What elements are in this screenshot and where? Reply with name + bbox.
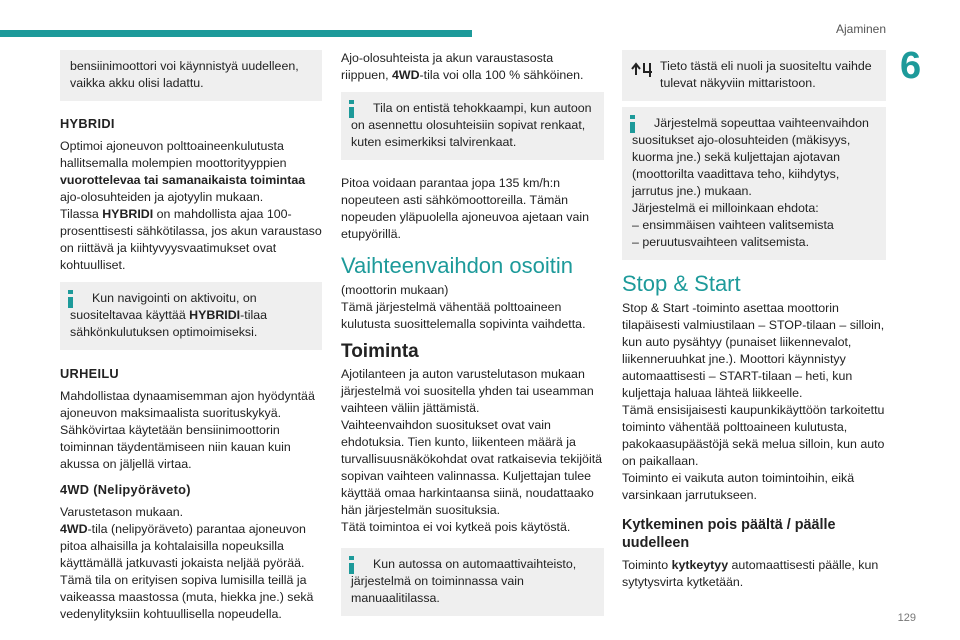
- operation-paragraph-2: Vaihteenvaihdon suositukset ovat vain ehdotuksia. Tien kunto, liikenteen määrä ja turvallisuusnäkökohdat ovat ratkaisevia tekijöitä sopivan vaihteen valinnassa. Kuljettajan tulee käyttää omaa harkintaansa siinä, noudattaako hän järjestelmän suosituksia.: [341, 418, 603, 517]
- operation-heading: Toiminta: [341, 341, 419, 362]
- info-note-adapt: [622, 107, 886, 260]
- switch-heading: Kytkeminen pois päältä / päälle uudelleen: [622, 517, 836, 551]
- note-continued: [60, 50, 322, 101]
- awd-paragraph-1: Varustetason mukaan.: [60, 505, 184, 519]
- note-continued-text: bensiinimoottori voi käynnistyä uudelleen, vaikka akku olisi ladattu.: [70, 59, 299, 90]
- switch-paragraph: Toiminto kytkeytyy automaattisesti päälle, kun sytytysvirta kytketään.: [622, 558, 879, 589]
- column-1: [60, 50, 322, 631]
- info-icon: [349, 100, 354, 118]
- info-note-adapt-text: Järjestelmä sopeuttaa vaihteenvaihdon suositukset ajo-olosuhteiden (mäkisyys, kuorma jne.) sekä kuljettajan ajotavan (moottorilta vaadittava teho, kiihdytys, jarrutus jne.) mukaan.: [632, 116, 869, 198]
- sport-paragraph: Mahdollistaa dynaamisemman ajon hyödyntää ajoneuvon maksimaalista suorituskykyä. Sähkövirtaa käytetään bensiinimoottorin toiminnan täydentämiseen niin kauan kuin akussa on jäljellä virtaa.: [60, 389, 315, 471]
- stop-start-heading: Stop & Start: [622, 271, 741, 296]
- chapter-number: 6: [900, 45, 922, 87]
- gear-indicator-paragraph: Tämä järjestelmä vähentää polttoaineen kulutusta suosittelemalla sopivinta vaihdetta.: [341, 300, 586, 331]
- page-number: 129: [897, 612, 916, 624]
- gear-indicator-heading: Vaihteenvaihdon osoitin: [341, 253, 573, 278]
- hybrid-heading: HYBRIDI: [60, 116, 115, 131]
- operation-paragraph-1: Ajotilanteen ja auton varustelutason mukaan järjestelmä voi suositella yhden tai useamman vaihteen väliin jättämistä.: [341, 367, 594, 415]
- awd-electric-paragraph: Ajo-olosuhteista ja akun varaustasosta riippuen, 4WD-tila voi olla 100 % sähköinen.: [341, 51, 584, 82]
- info-note-tyres: [341, 92, 604, 160]
- column-2: [341, 50, 604, 631]
- info-note-automatic-text: Kun autossa on automaattivaihteisto, järjestelmä on toiminnassa vain manuaalitilassa.: [351, 557, 577, 605]
- list-item: – peruutusvaihteen valitsemista.: [632, 235, 810, 249]
- info-note-automatic: [341, 548, 604, 616]
- stop-start-paragraph-1: Stop & Start -toiminto asettaa moottorin tilapäisesti valmiustilaan – STOP-tilaan – silloin, kun auto pysähtyy (punaiset liikennevalot, liikenneruuhkat jne.). Moottori käynnistyy automaattisesti – START-tilaan – heti, kun kuljettaja haluaa lähteä liikkeelle.: [622, 301, 885, 400]
- sport-heading: URHEILU: [60, 366, 119, 381]
- info-icon: [630, 115, 635, 133]
- info-note-tyres-text: Tila on entistä tehokkaampi, kun autoon on asennettu olosuhteisiin sopivat renkaat, kuten esimerkiksi talvirenkaat.: [351, 101, 592, 149]
- info-note-hybrid: [60, 282, 322, 350]
- header-accent-bar: [0, 30, 472, 37]
- list-item: – ensimmäisen vaihteen valitsemista: [632, 218, 834, 232]
- hybrid-paragraph-2: Tilassa HYBRIDI on mahdollista ajaa 100-prosenttisesti sähkötilassa, jos akun varaustaso on riittävä ja kiihtyvyysvaatimukset ovat kohtuulliset.: [60, 207, 322, 272]
- info-icon: [349, 556, 354, 574]
- awd-paragraph-2: 4WD-tila (nelipyöräveto) parantaa ajoneuvon pitoa alhaisilla ja kohtalaisilla nopeuksilla käyttämällä jatkuvasti jokaista neljää pyörää. Tämä tila on erityisen sopiva lumisilla teillä ja vaikeassa maastossa (muta, hiekka jne.) sekä vedenylityksiin kohtuullisella nopeudella.: [60, 522, 314, 621]
- info-icon: [68, 290, 73, 308]
- column-3: [622, 50, 886, 599]
- info-note-hybrid-text: Kun navigointi on aktivoitu, on suositeltavaa käyttää HYBRIDI-tilaa sähkönkulutuksen optimoimiseksi.: [70, 291, 267, 339]
- hybrid-paragraph-1: Optimoi ajoneuvon polttoaineenkulutusta hallitsemalla molempien moottorityyppien vuorottelevaa tai samanaikaista toimintaa ajo-olosuhteiden ja ajotyylin mukaan.: [60, 139, 306, 204]
- gear-icon-note-text: Tieto tästä eli nuoli ja suositeltu vaihde tulevat näkyviin mittaristoon.: [660, 59, 872, 90]
- gear-indicator-note: (moottorin mukaan): [341, 283, 449, 297]
- stop-start-paragraph-3: Toiminto ei vaikuta auton toimintoihin, eikä varsinkaan jarrutukseen.: [622, 471, 855, 502]
- section-title: Ajaminen: [835, 22, 886, 36]
- operation-paragraph-3: Tätä toimintoa ei voi kytkeä pois käytöstä.: [341, 520, 571, 534]
- stop-start-paragraph-2: Tämä ensisijaisesti kaupunkikäyttöön tarkoitettu toiminto vähentää polttoaineen kulutusta, pakokaasupäästöjä sekä melua silloin, kun auto on paikallaan.: [622, 403, 885, 468]
- awd-heading: 4WD (Nelipyöräveto): [60, 482, 191, 497]
- info-note-adapt-text-2: Järjestelmä ei milloinkaan ehdota:: [632, 201, 819, 215]
- gear-shift-arrow-icon: [629, 59, 655, 81]
- traction-paragraph: Pitoa voidaan parantaa jopa 135 km/h:n nopeuteen asti sähkömoottoreilla. Tämän nopeuden yläpuolella ajoneuvoa ajetaan vain etupyörillä.: [341, 176, 590, 241]
- gear-icon-note: [622, 50, 886, 101]
